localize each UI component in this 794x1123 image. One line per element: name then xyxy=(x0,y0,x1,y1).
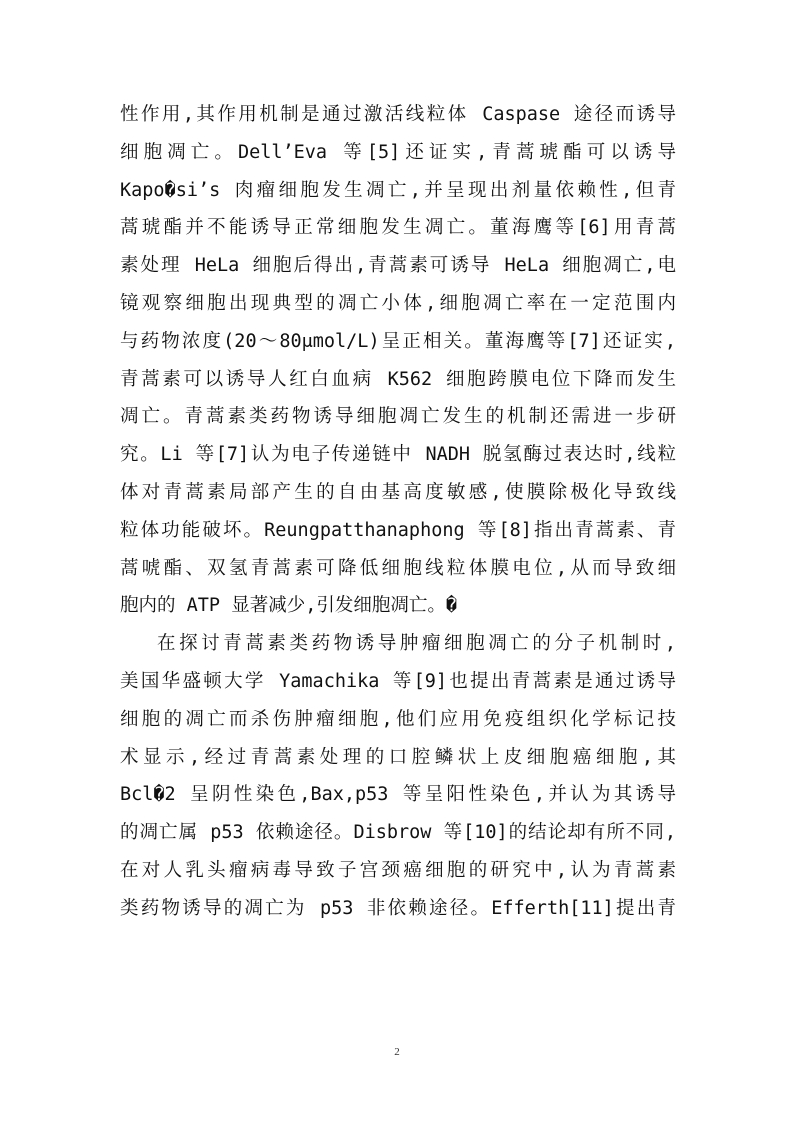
text-line: 在对人乳头瘤病毒导致子宫颈癌细胞的研究中,认为青蒿素 xyxy=(120,859,676,881)
text-line: 性作用,其作用机制是通过激活线粒体 Caspase 途径而诱导 xyxy=(120,104,676,125)
text-line: 凋亡。青蒿素类药物诱导细胞凋亡发生的机制还需进一步研 xyxy=(120,406,676,428)
text-line: 青蒿素可以诱导人红白血病 K562 细胞跨膜电位下降而发生 xyxy=(120,368,676,390)
text-line: 的凋亡属 p53 依赖途径。Disbrow 等[10]的结论却有所不同, xyxy=(120,822,676,844)
text-line: 蒿琥酯并不能诱导正常细胞发生凋亡。董海鹰等[6]用青蒿 xyxy=(120,217,676,239)
text-line: 素处理 HeLa 细胞后得出,青蒿素可诱导 HeLa 细胞凋亡,电 xyxy=(120,255,676,277)
text-line: 粒体功能破坏。Reungpatthanaphong 等[8]指出青蒿素、青 xyxy=(120,519,676,541)
text-line: 体对青蒿素局部产生的自由基高度敏感,使膜除极化导致线 xyxy=(120,481,676,503)
text-line: 细胞的凋亡而杀伤肿瘤细胞,他们应用免疫组织化学标记技 xyxy=(120,708,676,730)
text-line: 类药物诱导的凋亡为 p53 非依赖途径。Efferth[11]提出青 xyxy=(120,897,676,919)
page-number: 2 xyxy=(394,1046,400,1058)
text-line: 在探讨青蒿素类药物诱导肿瘤细胞凋亡的分子机制时, xyxy=(157,633,676,655)
text-line: 镜观察细胞出现典型的凋亡小体,细胞凋亡率在一定范围内 xyxy=(120,292,676,314)
text-line: 究。Li 等[7]认为电子传递链中 NADH 脱氢酶过表达时,线粒 xyxy=(120,444,676,466)
body-text xyxy=(120,96,676,928)
paragraph-1 xyxy=(120,96,676,625)
text-line: 术显示,经过青蒿素处理的口腔鳞状上皮细胞癌细胞,其 xyxy=(120,746,676,768)
paragraph-2 xyxy=(120,625,676,927)
text-line: Kapo�si’s 肉瘤细胞发生凋亡,并呈现出剂量依赖性,但青 xyxy=(120,179,676,201)
text-line: Bcl�2 呈阴性染色,Bax,p53 等呈阳性染色,并认为其诱导 xyxy=(120,784,676,806)
text-line: 与药物浓度(20～80μmol/L)呈正相关。董海鹰等[7]还证实, xyxy=(120,330,676,352)
text-line: 美国华盛顿大学 Yamachika 等[9]也提出青蒿素是通过诱导 xyxy=(120,670,676,692)
text-line: 细胞凋亡。Dell’Eva 等[5]还证实,青蒿琥酯可以诱导 xyxy=(120,141,676,163)
text-line: 蒿唬酯、双氢青蒿素可降低细胞线粒体膜电位,从而导致细 xyxy=(120,557,676,579)
text-line: 胞内的 ATP 显著减少,引发细胞凋亡。� xyxy=(120,595,457,617)
